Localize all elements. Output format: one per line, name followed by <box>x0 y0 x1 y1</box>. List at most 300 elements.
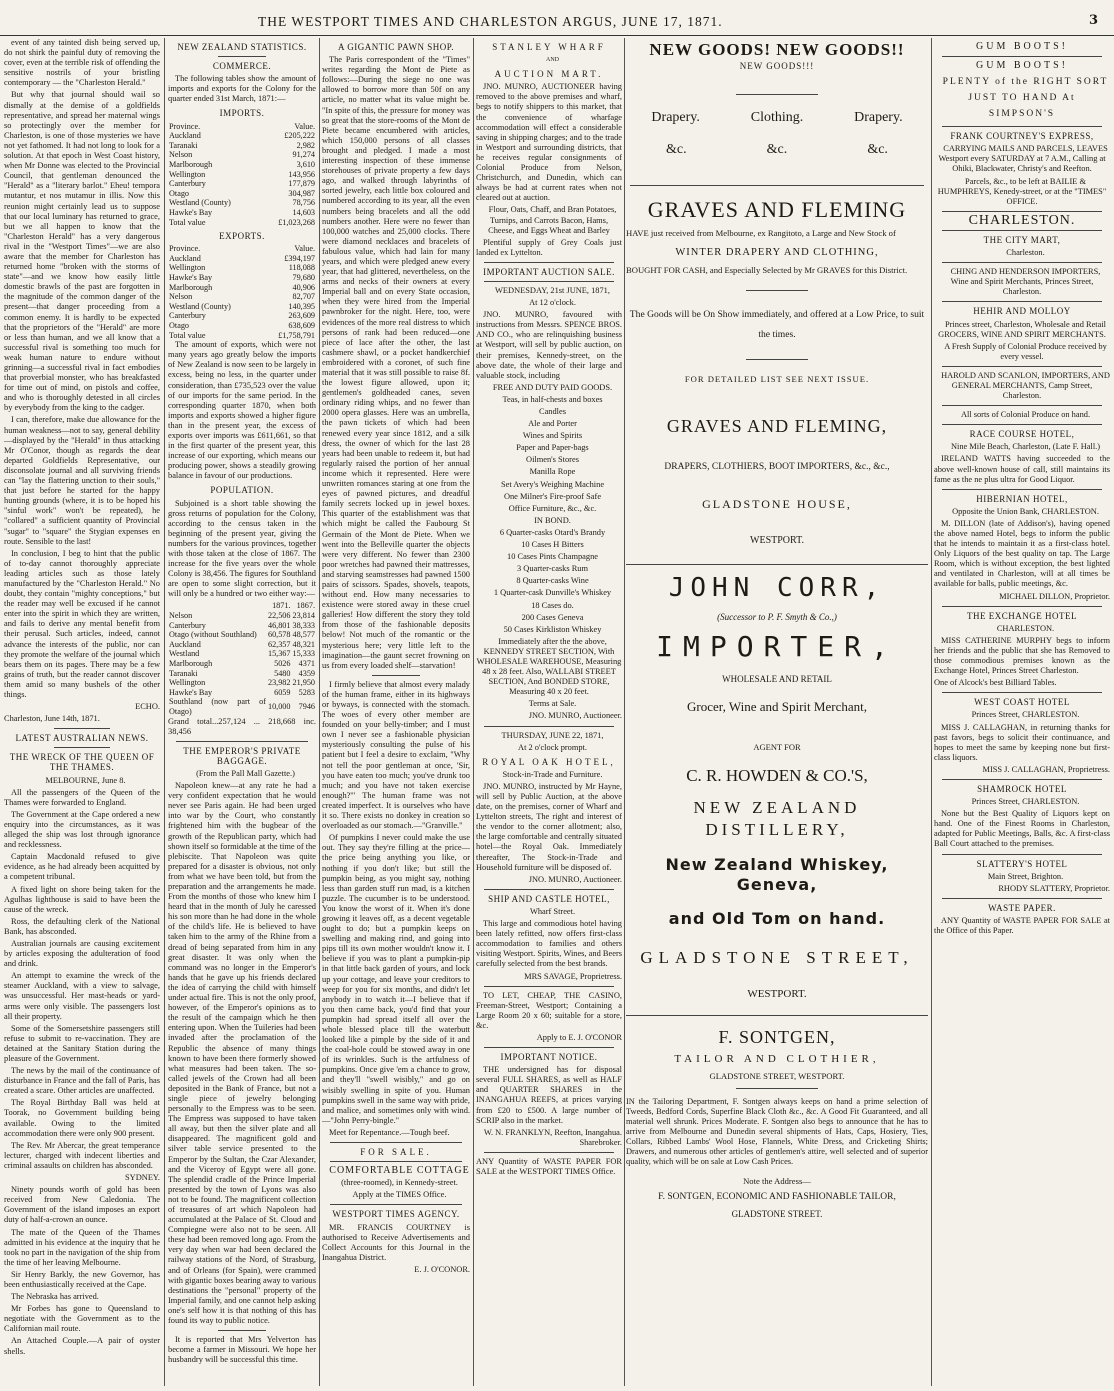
ad-line: WESTPORT. <box>750 535 804 547</box>
article-paragraph: The amount of exports, which were not many years ago greatly below the imports of New Zealand is now seen to be largely in excess, being no less, in the quarter under consideration, than £735,523 over the value of our imports for the same period. In the corresponding quarter 1870, when both imports and exports showed a higher figure than in the present year, the excess of exports over imports was £611,661, so that in the first quarter of the present year, this increase of our exporting, which means our producing power, shows a steadily growing balance in favour of our productions. <box>168 340 316 481</box>
list-item: 10 Cases Pints Champagne <box>507 552 598 562</box>
sub-heading: COMMERCE. <box>212 61 272 72</box>
table-cell: 23,982 <box>267 678 291 688</box>
signoff: ECHO. <box>135 702 160 712</box>
article-paragraph: The Royal Birthday Ball was held at Toorak, no Government building being available. Owing to the limited accommodation there were only 900 present. <box>4 1098 160 1138</box>
ad-signature: RHODY SLATTERY, Proprietor. <box>998 883 1110 893</box>
imports-table <box>168 122 316 228</box>
divider <box>218 1330 266 1331</box>
ad-word: Clothing. <box>750 110 804 125</box>
divider <box>484 281 614 282</box>
ad-line: COMFORTABLE COTTAGE <box>329 1165 470 1177</box>
ad-text: JNO. MUNRO, favoured with instructions from Messrs. SPENCE BROS. AND CO., who are relinquishing business at Westport, will sell by public auction, on their premises, Kennedy-street, on the above date, the whole of their large and valuable stock, including <box>476 310 622 380</box>
ad-text: ANY Quantity of WASTE PAPER FOR SALE at the WESTPORT TIMES Office. <box>476 1156 622 1176</box>
table-cell: 82,707 <box>292 292 315 302</box>
divider <box>942 489 1102 490</box>
table-row <box>168 179 316 189</box>
source-line: (From the Pall Mall Gazette.) <box>196 768 295 778</box>
ad-signature: E. J. O'CONOR. <box>414 1264 470 1274</box>
ad-word: Drapery. <box>651 110 700 125</box>
ad-text: JNO. MUNRO, instructed by Mr Hayne, will sell by Public Auction, at the above date, on the premises, corner of Wharf and Lyttelton streets, The right and interest of the vendor to the corner allotment; also, the large comfortable and centrally situated hotel—the Royal Oak. Immediately thereafter, The Stock-in-Trade and Household furniture will be disposed of. <box>476 781 622 872</box>
table-row <box>168 678 316 688</box>
table-header: Value. <box>294 121 315 131</box>
section-heading: CHARLESTON. <box>968 212 1076 228</box>
table-cell: Wellington <box>169 263 206 273</box>
ad-signature: MISS J. CALLAGHAN, Proprietress. <box>982 764 1110 774</box>
ad-text: This large and commodious hotel having been lately refitted, now offers first-class accommodation to families and others visiting Westport. Spirits, Wines, and Beers carefully selected from the best brands. <box>476 919 622 969</box>
table-cell: Otago <box>169 320 190 330</box>
ad-time: At 12 o'clock. <box>529 298 576 308</box>
list-item: Ale and Porter <box>528 419 577 429</box>
divider <box>54 728 110 729</box>
table-cell: Hawke's Bay <box>169 207 213 217</box>
divider <box>746 290 808 291</box>
table-cell: Otago (without Southland) <box>169 630 257 640</box>
article-heading: THE EMPEROR'S PRIVATE BAGGAGE. <box>183 745 301 766</box>
divider <box>484 1152 614 1153</box>
list-item: 50 Cases Kirkliston Whiskey <box>503 624 602 634</box>
ad-text: All sorts of Colonial Produce on hand. <box>960 410 1091 420</box>
sub-heading: POPULATION. <box>210 485 274 496</box>
ad-text: PLENTY of the RIGHT SORT JUST TO HAND At SIMPSON'S <box>942 77 1109 120</box>
divider <box>54 747 110 748</box>
table-cell: 118,088 <box>288 263 315 273</box>
ad-line: FREE AND DUTY PAID GOODS. <box>492 382 613 392</box>
column-4 <box>476 38 622 1388</box>
ad-line: and Old Tom on hand. <box>668 909 886 929</box>
table-cell: 3,610 <box>296 159 315 169</box>
list-item: Manilla Rope <box>529 467 576 477</box>
table-row <box>168 302 316 312</box>
ad-subheadline: NEW GOODS!!! <box>739 61 815 71</box>
ad-heading: SHIP AND CASTLE HOTEL, <box>488 893 610 904</box>
divider <box>942 262 1102 263</box>
ad-text: ANY Quantity of WASTE PAPER FOR SALE at the Office of this Paper. <box>934 915 1110 935</box>
ad-word: &c. <box>666 142 687 157</box>
table-cell: 5026 <box>274 659 291 669</box>
ad-heading: SLATTERY'S HOTEL <box>976 858 1068 869</box>
table-cell: 48,577 <box>292 630 315 640</box>
ad-line: TAILOR AND CLOTHIER, <box>674 1053 880 1066</box>
divider <box>176 741 308 742</box>
table-cell: Southland (now part of Otago) <box>169 697 266 716</box>
table-cell: Wellington <box>169 169 206 179</box>
ad-signature: MICHAEL DILLON, Proprietor. <box>999 591 1110 601</box>
ad-heading: ROYAL OAK HOTEL, <box>482 756 616 767</box>
ad-line: (three-roomed), in Kennedy-street. <box>341 1178 458 1188</box>
table-cell: 5283 <box>298 687 315 697</box>
table-row <box>168 160 316 170</box>
table-cell: 91,274 <box>292 150 315 160</box>
article-paragraph: The news by the mail of the continuance of disturbance in France and the fall of Paris, has created a scare. Other articles are unaffected. <box>4 1066 160 1096</box>
divider <box>484 726 614 727</box>
table-cell: Wellington <box>169 678 206 688</box>
divider <box>330 1161 462 1162</box>
table-cell: Marlborough <box>169 159 213 169</box>
column-rule <box>624 38 625 1386</box>
article-heading: NEW ZEALAND STATISTICS. <box>177 42 307 52</box>
ad-line: GLADSTONE STREET, WESTPORT. <box>709 1071 845 1082</box>
ad-line <box>626 141 928 159</box>
ad-heading: AUCTION MART. <box>494 69 604 80</box>
ad-text: Parcels, &c., to be left at BAILIE & HUMPHREYS, Kenedy-street, or at the "TIMES" OFFICE. <box>937 176 1107 206</box>
ad-text: TO LET, CHEAP, THE CASINO, Freeman-Street, Westport; Containing a Large Room 20 x 60; suitable for a store, &c. <box>476 990 622 1030</box>
table-header: 1871. <box>272 601 291 611</box>
table-row <box>168 254 316 264</box>
table-row <box>168 649 316 659</box>
table-cell: 23,814 <box>292 611 315 621</box>
ad-text: MR. FRANCIS COURTNEY is authorised to Receive Advertisements and Collect Accounts for this Journal in the Inangahua District. <box>322 1222 470 1262</box>
list-item: Oilmen's Stores <box>526 455 579 465</box>
divider <box>626 564 928 565</box>
table-cell: 4371 <box>298 659 315 669</box>
divider <box>942 692 1102 693</box>
ad-line: DRAPERS, CLOTHIERS, BOOT IMPORTERS, &c., &c., <box>664 462 890 473</box>
ad-heading: IMPORTANT AUCTION SALE. <box>483 266 615 277</box>
table-cell: 46,801 <box>267 620 291 630</box>
table-row <box>168 131 316 141</box>
ad-line: WHOLESALE AND RETAIL <box>722 674 832 685</box>
ad-line: NEW ZEALAND DISTILLERY, <box>693 798 861 840</box>
ad-text: IN the Tailoring Department, F. Sontgen always keeps on hand a prime selection of Tweeds, Bedford Cords, Superfine Black Cloth &c., &c. A Good Fit Guaranteed, and all material well shrunk. Prices Moderate. F. Sontgen also begs to announce that he has to arrive from Melbourne and Dunedin several shipments of Hats, Caps, Hosiery, Ties, Collars, Ribbed Lambs' Wool Hose, Flannels, White Dress, and Cricketing Shirts; Drawers, and numerous other articles of gentlemen's attire, well selected and of superior quality, which will be on sale at Low Cash Prices. <box>626 1097 928 1167</box>
table-cell: 79,680 <box>292 272 315 282</box>
ad-line: AND <box>546 57 559 64</box>
table-cell: 263,609 <box>288 311 315 321</box>
ad-line: WESTPORT. <box>747 988 807 1001</box>
article-paragraph: event of any tainted dish being served up, do not shirk the painful duty of removing the cover, even at the terrible risk of offending the sensitive nostrils of your bristling contemporary — the "Charleston Herald." <box>4 38 160 88</box>
table-cell: 2,982 <box>296 140 315 150</box>
list-item: Office Furniture, &c., &c. <box>508 503 597 513</box>
ad-heading: WESTPORT TIMES AGENCY. <box>332 1209 460 1220</box>
list-item: 3 Quarter-casks Rum <box>517 564 588 574</box>
article-paragraph: In conclusion, I beg to hint that the public of to-day cannot thoroughly appreciate leading articles such as those lately manufactured by the "Charleston Herald." No doubt, they contain "mighty conceptions," but the reader may well be excused if he cannot enter into the spirit in which they are written, and fails to derive any mental benefit from their perusal. Such articles, indeed, cannot advance the interests of the public, nor can they promote the welfare of the journal which bears them on its pages. There may be a few grains of truth, but the reader cannot discover them amid so many bushels of the other things. <box>4 548 160 699</box>
table-row <box>168 611 316 621</box>
article-paragraph: I firmly believe that almost every malady of the human frame, either in its highways or byways, is connected with the stomach. The woes of every other member are founded on your belly-timber; and I must own I never see a fashionable physician mysteriously consulting the pulse of his patient but I feel a desire to exclaim, "Why not tell the poor gentleman at once, 'Sir, you have eaten too much; you've drunk too much; and you have not taken exercise enough?'" The human frame was not created imperfect. It is ourselves who have it so. There exists no donkey in creation so overloaded as our stomach.—"Granville." <box>322 679 470 831</box>
table-header <box>168 601 267 611</box>
ad-text: THE undersigned has for disposal several FULL SHARES, as well as HALF and QUARTER SHARES in the INANGAHUA REEFS, at prices varying from £20 to £500. A large number of SCRIP also in the market. <box>476 1065 622 1125</box>
divider <box>942 211 1102 212</box>
ad-text: Immediately after the the above, KENNEDY STREET SECTION, With WHOLESALE WAREHOUSE, Measuring 48 x 28 feet. Also, WALLABI STREET SECTION, And BONDED STORE, Measuring 40 x 20 feet. <box>476 636 622 697</box>
table-header: Province. <box>169 121 201 131</box>
table-row <box>168 688 316 698</box>
table-row <box>168 669 316 679</box>
table-label: IMPORTS. <box>219 108 265 119</box>
table-cell: Auckland <box>169 253 201 263</box>
ad-text: CHING AND HENDERSON IMPORTERS, Wine and Spirit Merchants, Princes Street, Charleston. <box>950 267 1101 297</box>
firm-name: JOHN CORR, <box>668 573 886 604</box>
ad-word: Drapery. <box>854 110 903 125</box>
ad-date: THURSDAY, JUNE 22, 1871, <box>501 730 604 740</box>
article-heading: THE WRECK OF THE QUEEN OF THE THAMES. <box>9 752 155 773</box>
table-cell: 15,333 <box>292 649 315 659</box>
divider <box>736 1088 818 1089</box>
divider <box>942 56 1102 57</box>
article-paragraph: Captain Macdonald refused to give evidence, as he had already been acquitted by a competent tribunal. <box>4 852 160 882</box>
ad-heading: HIBERNIAN HOTEL, <box>976 493 1068 504</box>
firm-name: F. SONTGEN, <box>718 1027 836 1048</box>
ad-line: CHARLESTON. <box>996 623 1055 633</box>
article-paragraph: The Rev. Mr Abercar, the great temperance lecturer, charged with indecent liberties and criminal assaults on children has absconded. <box>4 1140 160 1170</box>
place-line: MELBOURNE, June 8. <box>45 775 126 785</box>
ad-heading: THE EXCHANGE HOTEL <box>967 610 1077 621</box>
table-cell: Taranaki <box>169 668 198 678</box>
ad-line: New Zealand Whiskey, Geneva, <box>665 855 889 895</box>
article-paragraph: The Paris correspondent of the "Times" writes regarding the Mont de Piete as follows:—During the siege no one was allowed to borrow more than 50f on any article, no matter what its value might be. "In spite of this, the pressure for money was so great that the store-rooms of the Mont de Piete became encumbered with articles, which 150,000 persons of all classes brought and pledged. I made a most interesting inspection of these immense storehouses of private property a few days ago, and walked through labyrinths of sorted jewelry, each little box coloured and numbered according to its year, all the even numbers being bracelets and all the odd numbers another. Here were no fewer than 100,000 watches and 25,000 clocks. There were diamond necklaces and bracelets of fabulous value, which had lain for many years, and which were pledged anew every year, that had glittered, nevertheless, on the arms and necks of their owners at every Imperial ball and on every State occasion, when they were hired from the Imperial pawnbroker for the night. Here, too, were evidences of the more real distress to which persons of rank had been reduced—one piece of lace after the other, the last cashmere shawl, or a pocket handkerchief embroidered with a coronet, of such fine material that it was still possible to raise 8f. the lowest figure allowed, upon it; gentlemen's goldheaded canes, seven ordinary riding whips, and no fewer than 2000 opera glasses. Here was an umbrella, the pawn tickets of which had been renewed every year since 1812, and a silk dress, the owner of which for the last 28 years had been unable to redeem it, but had regularly raised the portion of her annual income which it represented. Here were unwritten romances staring at one from the eyes of pawned pictures, and dreadful family secrets locked up in jewel boxes. This quarter of the establishment was that which might be called the Faubourg St Germain of the Mont de Piete. When we went into the Belleville quarter the objects were very different. No fewer than 2300 poor wretches had pawned their mattresses, and starving seamstresses had pawned 1500 pairs of scissors. Spades, shovels, teapots, without end. How many necessaries to existence were stored away in these cruel galleries! How different the story they told from those of the fashionable deposits below! Not much of the romantic or the mysterious here; very little left to the imagination—the gaunt secret frowning on us from every loaded shelf—starvation! <box>322 55 470 670</box>
table-cell: Auckland <box>169 639 201 649</box>
ad-text: None but the Best Quality of Liquors kept on hand. One of the Finest Rooms in Charleston, adapted for Public Meetings, Balls, &c. A first-class Ball Court attached to the premises. <box>934 809 1110 849</box>
article-paragraph: Some of the Somersetshire passengers still refuse to submit to re-vaccination. They are detained at the Sanitary Station during the pleasure of the Government. <box>4 1023 160 1063</box>
ad-line: Main Street, Brighton. <box>987 871 1064 881</box>
table-row <box>168 189 316 199</box>
ad-time: At 2 o'clock prompt. <box>518 742 587 752</box>
table-cell: Total value <box>169 217 206 227</box>
divider <box>942 230 1102 231</box>
table-cell: 62,357 <box>267 639 291 649</box>
ad-line: GLADSTONE STREET. <box>731 1209 823 1220</box>
table-cell: 638,609 <box>288 320 315 330</box>
ad-text: MISS J. CALLAGHAN, in returning thanks for past favors, begs to solicit their continuance, and hopes to meet the same by keeping none but first-class liquors. <box>934 722 1110 762</box>
table-cell: 7946 <box>298 702 315 712</box>
ad-line: GLADSTONE STREET, <box>640 948 914 968</box>
column-1 <box>4 38 160 1388</box>
column-rule <box>473 38 474 1386</box>
ad-text: BOUGHT FOR CASH, and Especially Selected by Mr GRAVES for this District. <box>626 265 908 275</box>
divider <box>484 986 614 987</box>
list-item: One Milner's Fire-proof Safe <box>503 491 602 501</box>
masthead <box>0 10 1114 36</box>
table-row <box>168 621 316 631</box>
table-cell: Marlborough <box>169 659 213 669</box>
table-cell: £1,758,791 <box>278 330 315 340</box>
ad-date: WEDNESDAY, 21st JUNE, 1871, <box>495 285 610 295</box>
table-cell: Otago <box>169 188 190 198</box>
table-row <box>168 273 316 283</box>
ad-headline: NEW GOODS! NEW GOODS!! <box>649 40 905 59</box>
ad-line: Note the Address— <box>743 1176 811 1187</box>
ad-heading: STANLEY WHARF <box>492 42 606 52</box>
column-6 <box>934 38 1110 1388</box>
table-cell: Nelson <box>169 292 193 302</box>
ad-text: HAVE just received from Melbourne, ex Rangitoto, a Large and New Stock of <box>626 228 896 238</box>
ad-heading: FRANK COURTNEY'S EXPRESS, <box>950 131 1094 142</box>
article-paragraph: Mr Forbes has gone to Queensland to negotiate with the Government as to the Californian mail route. <box>4 1304 160 1334</box>
divider <box>942 301 1102 302</box>
table-row <box>168 321 316 331</box>
table-cell: 10,000 <box>267 702 291 712</box>
divider <box>218 56 266 57</box>
ad-headline: IMPORTER, <box>656 630 898 664</box>
ad-signature: W. N. FRANKLYN, Reefton, Inangahua. Sharebroker. <box>483 1127 622 1147</box>
table-row <box>168 283 316 293</box>
firm-name: GRAVES AND FLEMING, <box>666 416 888 437</box>
table-total-line: Grand total...257,124 ... 218,668 inc. 38,456 <box>168 716 316 736</box>
exports-table <box>168 244 316 340</box>
article-paragraph: An attempt to examine the wreck of the steamer Auckland, with a view to salvage, was unsuccessful. Her mast-heads or yard-arms were only visible. The passengers lost all their property. <box>4 971 160 1021</box>
list-item: 6 Quarter-casks Otard's Brandy <box>499 527 606 537</box>
table-cell: 5480 <box>274 668 291 678</box>
ad-line: F. SONTGEN, ECONOMIC AND FASHIONABLE TAILOR, <box>658 1192 896 1203</box>
column-rule <box>931 38 932 1386</box>
column-3 <box>322 38 470 1388</box>
divider <box>942 366 1102 367</box>
ad-text: Princes street, Charleston, Wholesale and Retail GROCERS, WINE AND SPIRIT MERCHANTS. <box>938 319 1107 339</box>
table-row <box>168 697 316 716</box>
table-cell: 4359 <box>298 668 315 678</box>
article-paragraph: Ninety pounds worth of gold has been received from New Caledonia. The Government of the island imposes an export duty of half-a-crown an ounce. <box>4 1185 160 1225</box>
table-label: EXPORTS. <box>219 231 265 242</box>
table-cell: 60,578 <box>267 630 291 640</box>
table-row <box>168 198 316 208</box>
table-cell: Nelson <box>169 150 193 160</box>
ad-text: A Fresh Supply of Colonial Produce received by every vessel. <box>944 341 1107 361</box>
column-rule <box>319 38 320 1386</box>
divider <box>372 675 420 676</box>
ad-word: &c. <box>766 142 788 157</box>
column-5 <box>626 38 928 1388</box>
article-heading: A GIGANTIC PAWN SHOP. <box>338 42 454 52</box>
table-cell: £205,222 <box>284 131 315 141</box>
table-cell: Hawke's Bay <box>169 272 213 282</box>
ad-line: Princes Street, CHARLESTON. <box>971 797 1080 807</box>
article-paragraph: Meet for Repentance.—Tough beef. <box>329 1127 450 1137</box>
table-cell: Canterbury <box>169 179 206 189</box>
ad-line: Princes Street, CHARLESTON. <box>971 710 1080 720</box>
ad-line: Stock-in-Trade and Furniture. <box>502 769 603 779</box>
table-cell: 38,333 <box>292 620 315 630</box>
divider <box>626 1015 928 1016</box>
list-item: 10 Cases H Bitters <box>521 540 584 550</box>
ad-line: GLADSTONE HOUSE, <box>702 497 852 512</box>
table-cell: Westland <box>169 649 200 659</box>
table-row <box>168 208 316 218</box>
ad-text: IRELAND WATTS having succeeded to the above well-known house of call, still maintains its fame as the ne plus ultra for Good Liquor. <box>934 454 1110 484</box>
masthead-title: THE WESTPORT TIMES AND CHARLESTON ARGUS, JUNE 17, 1871. <box>258 14 723 29</box>
place-line: SYDNEY. <box>125 1173 160 1183</box>
ad-line: Apply at the TIMES Office. <box>352 1190 447 1200</box>
table-total-row <box>168 331 316 341</box>
ad-heading: FOR SALE. <box>360 1147 432 1158</box>
divider <box>330 1204 462 1205</box>
divider <box>484 889 614 890</box>
table-cell: Canterbury <box>169 620 206 630</box>
dateline: Charleston, June 14th, 1871. <box>4 714 100 724</box>
divider <box>942 126 1102 127</box>
ad-text: MISS CATHERINE MURPHY begs to inform her friends and the public that she has Removed to those commodious premises known as the Exchange Hotel, Princes Street Charleston. <box>934 635 1110 676</box>
table-row <box>168 292 316 302</box>
ad-signature: JNO. MUNRO, Auctioneer. <box>528 711 622 721</box>
ad-line: Wharf Street. <box>529 906 576 916</box>
list-item: 18 Cases do. <box>531 600 574 610</box>
table-cell: 14,603 <box>292 207 315 217</box>
table-cell: Auckland <box>169 131 201 141</box>
table-cell: Hawke's Bay <box>169 687 213 697</box>
divider <box>942 854 1102 855</box>
list-item: 1 Quarter-cask Dunville's Whiskey <box>493 588 612 598</box>
ad-text: Nine Mile Beach, Charleston, (Late F. Hall.) <box>950 442 1101 452</box>
table-cell: Westland (County) <box>169 301 231 311</box>
article-paragraph: Napoleon knew—at any rate he had a very confident expectation that he would never see Paris again. He had been urged into war by the Court, who constantly frightened him with the bugbear of the growth of the Republican party, which had shown itself so formidable at the time of the plebiscite. That Napoleon was quite prepared for a disaster is obvious, not only from what we have been told, but from the preparation and the arrangements he made. From the months of those who knew him I heard that in the month of July he caressed his son more than he had done in the whole of the child's life. He is believed to have taken him to the army of the Rhine from a dread of being separated from him in any great disaster. It was only when the command was no longer in the Emperor's hands that he gave up his friends declared the idea of carrying the child with himself under actual fire. This is not the only proof, however, of the Emperor's opinions as to the result of the campaign which he then entering upon. When the Tuileries had been invaded after the proclamation of the Republic the absence of many things known to have been there formerly showed what measures had been taken. The so-called jewels of the Crown had all been deposited in the Bank of France, but not a single piece of jewelry belonging personally to the Empress was to be seen. The Empress was supposed to have taken all away, but then the silver plate and all disappeared. The magnificent gold and silver table service presented to the Emperor by the Sultan, the Czar Alexander, and the Viceroy of Egypt were all gone. The splendid cradle of the Prince Imperial presented by the town of Lyons was also not to be found. The magnificent collection of treasures of art which Napoleon had accumulated at the Palace of St. Cloud and Compiegne were also not to be seen. All these had been removed long ago. From the very day when war had been declared the railway stations of the Nord, of Strasburg, and of Orleans (for Spain), were crammed with gigantic boxes bearing away to various destinations the "personal" property of the Imperial family, and one cannot help asking one's self how it is that nothing of this has found its way to public notice. <box>168 781 316 1326</box>
ad-signature: JNO. MUNRO, Auctioneer. <box>528 874 622 884</box>
divider <box>484 262 614 263</box>
list-item: Paper and Paper-bags <box>516 443 589 453</box>
divider <box>942 779 1102 780</box>
list-item: 8 Quarter-casks Wine <box>516 576 589 586</box>
table-cell: 15,367 <box>267 649 291 659</box>
table-cell: 304,987 <box>288 188 315 198</box>
table-row <box>168 630 316 640</box>
article-paragraph: The following tables show the amount of imports and exports for the Colony for the quarter ended 31st March, 1871:— <box>168 74 316 104</box>
list-item: Set Avery's Weighing Machine <box>500 479 605 489</box>
ad-heading: GUM BOOTS! <box>976 41 1068 52</box>
table-cell: Marlborough <box>169 282 213 292</box>
table-cell: 40,906 <box>292 282 315 292</box>
firm-name: GRAVES AND FLEMING <box>647 197 907 222</box>
ad-line: Grocer, Wine and Spirit Merchant, <box>687 699 867 715</box>
table-row <box>168 263 316 273</box>
ad-line: IN BOND. <box>534 515 571 525</box>
table-cell: 177,879 <box>288 179 315 189</box>
article-paragraph: A fixed light on shore being taken for the Agulhas lighthouse is said to have been the cause of the wreck. <box>4 884 160 914</box>
table-cell: Westland (County) <box>169 198 231 208</box>
divider <box>942 405 1102 406</box>
divider <box>942 898 1102 899</box>
article-paragraph: The mate of the Queen of the Thames admitted in his evidence at the inquiry that he took no part in the navigation of the ship from the time of her leaving Melbourne. <box>4 1227 160 1267</box>
table-header: Value. <box>294 244 315 254</box>
ad-signature: Apply to E. J. O'CONOR <box>536 1032 622 1042</box>
ad-text: M. DILLON (late of Addison's), having opened the above named Hotel, begs to inform the public that he intends to maintain it as a first-class hotel. Only Liquors of the best quality on tap. The Large Room, which is without exception, the best lighted and ventilated in Charleston, will at all times be available for balls, public meetings, &c. <box>934 518 1110 589</box>
ad-heading: RACE COURSE HOTEL, <box>969 429 1075 440</box>
list-item: 200 Cases Geneva <box>521 612 584 622</box>
article-paragraph: It is reported that Mrs Yelverton has become a farmer in Missouri. We hope her husbandry will be successful this time. <box>168 1335 316 1365</box>
article-paragraph: Of pumpkins I never could make the use out. They say they're filling at the price—the price being anything you like, or nothing if you don't like; but still the pumpkin being, as you might say, nothing less than garden stuff run mad, is a kitchen puzzle. The cucumber is to be understood. You know the worst of it. When it's done growing it leaves off, as a decent vegetable ought to do; but a pumpkin keeps on swelling and making rind, and going into pips till its own mother wouldn't know it. I believe if you was to plant a pumpkin-pip in that little back garden of yours, and lock up your cottage, and leave your creditors to weep for you for six months, and didn't let anybody in to watch it—I believe that if you then came back, you'd find that your pumpkin had spread itself all over the whole blessed place till the waterbutt looked like a pimple by the side of it and the coal-hole could be stowed away in one of its wrinkles. Such is the artfulness of pumpkins. Once give 'em a chance to grow, and they'll "swell wisibly," and go on wisibly swelling in spite of you. Human pumpkins swell in the same way with pride, and malice, and sometimes only with wind.—"John Perry-bingle." <box>322 833 470 1125</box>
divider <box>746 359 808 360</box>
table-cell: Taranaki <box>169 140 198 150</box>
article-paragraph: Sir Henry Barkly, the new Governor, has been enthusiastically received at the Cape. <box>4 1269 160 1289</box>
list-item: Wines and Spirits <box>522 431 583 441</box>
ad-heading: IMPORTANT NOTICE. <box>500 1052 598 1063</box>
ad-text: HAROLD AND SCANLON, IMPORTERS, AND GENERAL MERCHANTS, Camp Street, Charleston. <box>941 370 1110 401</box>
table-total-row <box>168 218 316 228</box>
table-row <box>168 170 316 180</box>
table-cell: £1,023,268 <box>278 217 315 227</box>
divider <box>736 94 818 95</box>
divider <box>330 1142 462 1143</box>
divider <box>484 1047 614 1048</box>
table-cell: 140,395 <box>288 301 315 311</box>
list-item: Teas, in half-chests and boxes <box>502 394 603 404</box>
table-row <box>168 659 316 669</box>
ad-text: Plentiful supply of Grey Coals just landed ex Lyttelton. <box>476 237 622 257</box>
table-cell: Nelson <box>169 611 193 621</box>
firm-name: C. R. HOWDEN & CO.'S, <box>686 766 868 786</box>
ad-heading: WEST COAST HOTEL <box>974 697 1070 708</box>
article-paragraph: Subjoined is a short table showing the gross returns of population for the Colony, according to the census taken in the beginning of the present year, giving the numbers for the various provinces, together with those taken at the close of 1867. The increase for the five years over the whole Colony is 38,456. The figures for Southland are open to some slight correction, but it will only be a hundred or two either way:— <box>168 498 316 599</box>
section-heading: LATEST AUSTRALIAN NEWS. <box>15 733 149 744</box>
article-paragraph: All the passengers of the Queen of the Thames were forwarded to England. <box>4 787 160 807</box>
page-number: 3 <box>1088 13 1098 28</box>
article-paragraph: The Nebraska has arrived. <box>11 1292 99 1302</box>
ad-line: WINTER DRAPERY AND CLOTHING, <box>675 247 879 258</box>
table-cell: 22,506 <box>267 611 291 621</box>
ad-text: CARRYING MAILS AND PARCELS, LEAVES Westport every SATURDAY at 7 A.M., Calling at Ohiki, Blackwater, Christy's and Reefton. <box>938 144 1108 174</box>
ad-line: AGENT FOR <box>753 742 801 753</box>
article-paragraph: Australian journals are causing excitement by articles exposing the adulteration of food and drink. <box>4 938 160 969</box>
table-cell: 21,950 <box>292 678 315 688</box>
ad-text: One of Alcock's best Billiard Tables. <box>934 678 1057 688</box>
table-cell: 48,321 <box>292 639 315 649</box>
ad-line: (Successor to P. F. Smyth & Co.,) <box>717 612 837 623</box>
article-paragraph: But why that journal should wail so dismally at the demise of a goldfields representative, and spread her maternal wings so protectingly over the member for Charleston, is one of those mysteries we have not yet fathomed. It had not long to look for a solution. At that epoch in West Coast history, when Mr Donne was elected to the Provincial Council, that gentleman denounced the "Herald" as a "literary barlot." Eheu! tempora mutantur, et nos mutamur in illis. Now this reunion might certainly lead us to suppose that our local luminary has returned to grace, but we all happen to know that the "Charleston Herald" has a very dangerous rival in the "Westport Times"—we are also aware that the member for Charleston has returned home "broken with the storms of state"—and we know how easily little domestic brawls of the past are forgotten in the magnitude of the common danger of the present—that danger proceeding from a common enemy. It is hardly to be expected that the proprietors of the "Herald" are more or less than human, and we all know that a successful rival is something too much for weak human nature to endure without grinning—a successful rival in fact embodies that proverbial monster, who has breakfasted for time out of mind, on pistols and coffee, and who is thoroughly detested in all circles by everybody from the king to the cadger. <box>4 90 160 413</box>
